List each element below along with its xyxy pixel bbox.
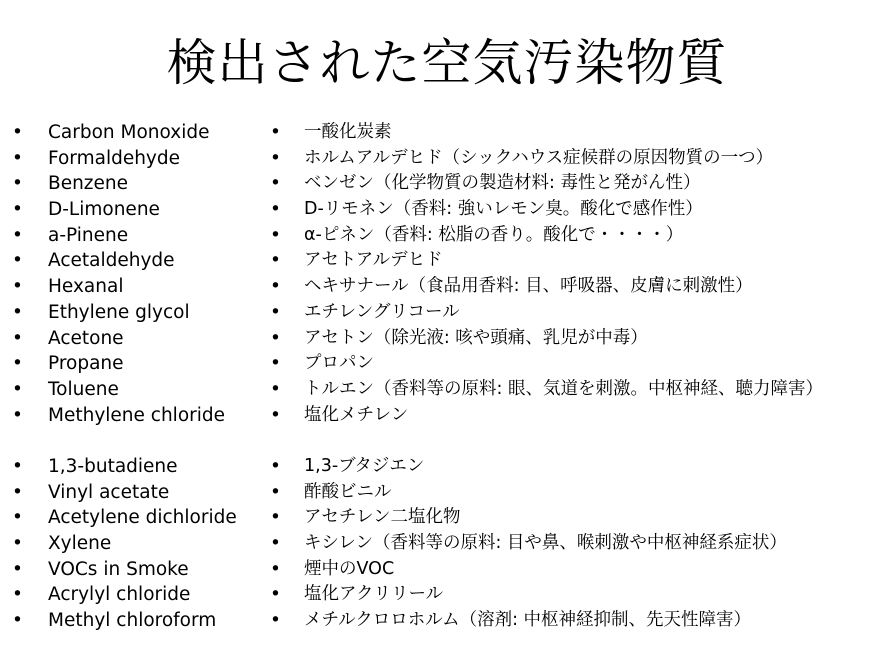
- japanese-list-item: [270, 120, 890, 146]
- english-list-item: [12, 480, 274, 506]
- japanese-list-item: [270, 582, 890, 608]
- bullet-icon: •: [270, 584, 281, 606]
- page-title: 検出された空気汚染物質: [166, 34, 728, 92]
- english-item-text: Methyl chloroform: [48, 610, 217, 632]
- bullet-icon: •: [12, 276, 23, 298]
- bullet-icon: •: [12, 404, 23, 426]
- bullet-icon: •: [270, 481, 281, 503]
- bullet-icon: •: [12, 481, 23, 503]
- bullet-icon: •: [270, 404, 281, 426]
- bullet-icon: •: [270, 353, 281, 375]
- bullet-icon: •: [270, 455, 281, 477]
- bullet-icon: •: [270, 533, 281, 554]
- bullet-icon: •: [270, 378, 281, 400]
- japanese-list-item: [270, 274, 890, 300]
- bullet-icon: •: [12, 301, 23, 323]
- bullet-icon: •: [270, 610, 281, 632]
- english-item-text: 1,3-butadiene: [48, 455, 178, 477]
- english-item-text: Hexanal: [48, 276, 124, 298]
- english-list-item: [12, 377, 274, 403]
- japanese-list-item: [270, 146, 890, 172]
- japanese-item-text: アセトアルデヒド: [304, 250, 443, 271]
- english-item-text: Benzene: [48, 173, 128, 195]
- japanese-pollutant-list: [270, 120, 890, 634]
- bullet-icon: •: [270, 199, 281, 221]
- japanese-item-text: 1,3-ブタジエン: [304, 455, 425, 476]
- english-list-item: [12, 557, 274, 583]
- bullet-icon: •: [270, 276, 281, 298]
- english-list-item: [12, 403, 274, 429]
- japanese-item-text: 煙中のVOC: [304, 558, 395, 579]
- japanese-list-item: [270, 531, 890, 557]
- english-list-item: [12, 326, 274, 352]
- japanese-item-text: 塩化アクリリール: [304, 584, 444, 605]
- bullet-icon: •: [270, 224, 281, 246]
- japanese-list-item: [270, 223, 890, 249]
- english-list-item: [12, 582, 274, 608]
- bullet-icon: •: [270, 327, 281, 349]
- japanese-item-text: メチルクロロホルム（溶剤: 中枢神経抑制、先天性障害）: [304, 610, 752, 631]
- bullet-icon: •: [12, 224, 23, 246]
- english-item-text: Methylene chloride: [48, 404, 226, 426]
- english-item-text: Toluene: [48, 378, 119, 400]
- bullet-icon: •: [12, 533, 23, 554]
- japanese-list-item: [270, 326, 890, 352]
- japanese-list-item: [270, 248, 890, 274]
- bullet-icon: •: [12, 558, 23, 580]
- english-item-text: Carbon Monoxide: [48, 122, 210, 143]
- group-spacer: [12, 428, 274, 454]
- english-list-item: [12, 120, 274, 146]
- english-list-item: [12, 197, 274, 223]
- english-item-text: D-Limonene: [48, 199, 160, 221]
- english-list-item: [12, 300, 274, 326]
- japanese-item-text: アセチレン二塩化物: [304, 507, 461, 528]
- bullet-icon: •: [12, 122, 23, 143]
- japanese-list-item: [270, 454, 890, 480]
- bullet-icon: •: [270, 173, 281, 195]
- japanese-item-text: キシレン（香料等の原料: 目や鼻、喉刺激や中枢神経系症状）: [304, 533, 787, 553]
- english-list-item: [12, 248, 274, 274]
- english-item-text: Xylene: [48, 533, 112, 554]
- japanese-item-text: 塩化メチレン: [304, 404, 409, 425]
- english-item-text: Acrylyl chloride: [48, 584, 191, 606]
- japanese-list-item: [270, 403, 890, 429]
- english-list-item: [12, 171, 274, 197]
- english-pollutant-list: [12, 120, 274, 634]
- english-list-item: [12, 608, 274, 634]
- japanese-list-item: [270, 608, 890, 634]
- english-item-text: a-Pinene: [48, 224, 129, 246]
- english-list-item: [12, 223, 274, 249]
- group-spacer: [270, 428, 890, 454]
- english-item-text: VOCs in Smoke: [48, 558, 189, 580]
- english-item-text: Acetone: [48, 327, 124, 349]
- japanese-item-text: ベンゼン（化学物質の製造材料: 毒性と発がん性）: [304, 173, 701, 194]
- english-list-item: [12, 531, 274, 557]
- japanese-list-item: [270, 377, 890, 403]
- bullet-icon: •: [12, 199, 23, 221]
- bullet-icon: •: [12, 584, 23, 606]
- bullet-icon: •: [12, 378, 23, 400]
- english-item-text: Acetylene dichloride: [48, 507, 237, 529]
- english-list-item: [12, 351, 274, 377]
- japanese-item-text: ヘキサナール（食品用香料: 目、呼吸器、皮膚に刺激性）: [304, 276, 753, 297]
- japanese-item-text: エチレングリコール: [304, 301, 460, 322]
- english-list-item: [12, 505, 274, 531]
- bullet-icon: •: [270, 250, 281, 272]
- bullet-icon: •: [12, 610, 23, 632]
- japanese-list-item: [270, 197, 890, 223]
- bullet-icon: •: [270, 122, 281, 143]
- japanese-item-text: ホルムアルデヒド（シックハウス症候群の原因物質の一つ）: [304, 147, 774, 168]
- bullet-icon: •: [12, 147, 23, 169]
- japanese-item-text: アセトン（除光液: 咳や頭痛、乳児が中毒）: [304, 327, 648, 348]
- japanese-item-text: 一酸化炭素: [304, 122, 392, 142]
- japanese-list-item: [270, 557, 890, 583]
- bullet-icon: •: [12, 250, 23, 272]
- japanese-list-item: [270, 351, 890, 377]
- japanese-list-item: [270, 505, 890, 531]
- bullet-icon: •: [12, 507, 23, 529]
- bullet-icon: •: [270, 301, 281, 323]
- bullet-icon: •: [12, 173, 23, 195]
- japanese-list-item: [270, 171, 890, 197]
- english-list-item: [12, 454, 274, 480]
- english-item-text: Formaldehyde: [48, 147, 181, 169]
- japanese-item-text: トルエン（香料等の原料: 眼、気道を刺激。中枢神経、聴力障害）: [304, 378, 823, 399]
- japanese-list-item: [270, 480, 890, 506]
- english-list-item: [12, 146, 274, 172]
- bullet-icon: •: [12, 353, 23, 375]
- bullet-icon: •: [270, 147, 281, 169]
- bullet-icon: •: [12, 455, 23, 477]
- japanese-item-text: α-ピネン（香料: 松脂の香り。酸化で・・・・）: [304, 224, 684, 245]
- english-item-text: Acetaldehyde: [48, 250, 175, 272]
- japanese-item-text: プロパン: [304, 353, 374, 374]
- japanese-item-text: D-リモネン（香料: 強いレモン臭。酸化で感作性）: [304, 199, 703, 220]
- bullet-icon: •: [270, 507, 281, 529]
- bullet-icon: •: [12, 327, 23, 349]
- bullet-icon: •: [270, 558, 281, 580]
- japanese-list-item: [270, 300, 890, 326]
- english-item-text: Ethylene glycol: [48, 301, 190, 323]
- english-list-item: [12, 274, 274, 300]
- english-item-text: Vinyl acetate: [48, 481, 170, 503]
- english-item-text: Propane: [48, 353, 124, 375]
- japanese-item-text: 酢酸ビニル: [304, 481, 392, 502]
